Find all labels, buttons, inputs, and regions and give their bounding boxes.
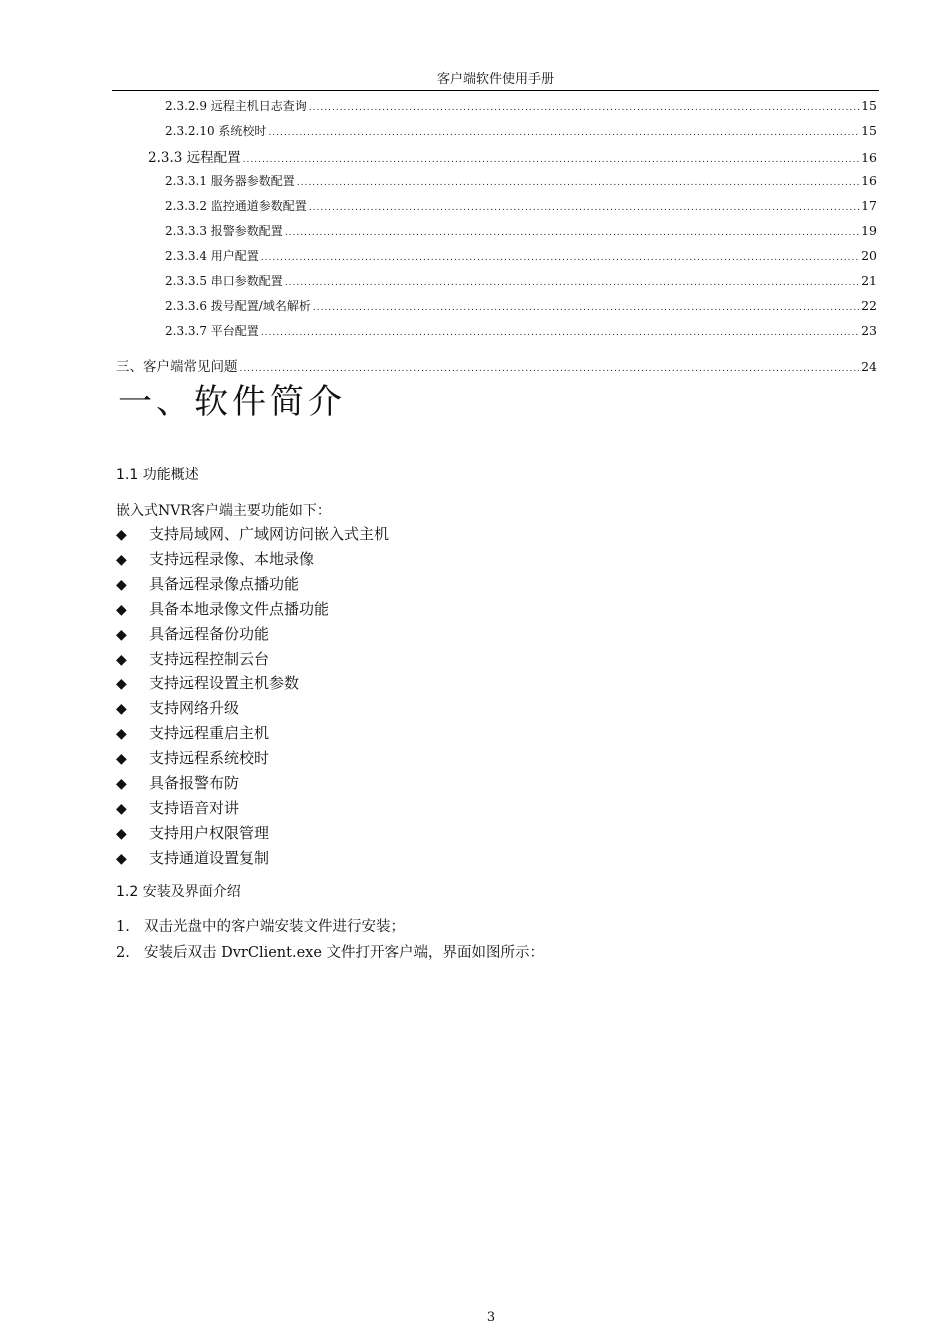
toc-entry-label: 2.3.3.1 服务器参数配置 [165,174,295,188]
toc-entry-label: 2.3.3.5 串口参数配置 [165,274,283,288]
toc-entry-page: 23 [861,323,877,338]
toc-leader-dots [309,203,859,213]
toc-entry[interactable] [112,297,877,314]
list-item [116,697,239,720]
step-number: 1. [116,919,130,935]
toc-entry-page: 15 [861,123,877,138]
toc-entry-label: 2.3.3.4 用户配置 [165,249,259,263]
toc-entry[interactable] [112,272,877,289]
toc-entry-page: 24 [861,359,877,374]
toc-leader-dots [285,228,859,238]
list-item [116,598,329,621]
list-item [116,573,299,596]
list-item [116,722,269,745]
step-number: 2. [116,945,130,961]
list-item-text: 支持远程系统校时 [149,749,270,768]
toc-entry[interactable] [112,247,877,264]
toc-entry[interactable] [112,97,877,114]
list-item [116,747,269,770]
list-item [116,548,314,571]
toc-entry-page: 20 [861,248,877,263]
chapter-title: 一、软件简介 [118,382,346,422]
list-item-text: 具备远程备份功能 [149,624,270,643]
diamond-bullet-icon: ◆ [116,626,127,643]
section-heading-1-1: 1.1 功能概述 [116,467,199,483]
toc-entry[interactable] [112,172,877,189]
toc-leader-dots [240,364,860,374]
list-item [116,623,269,646]
toc-entry[interactable] [112,322,877,339]
toc-entry-label: 2.3.2.10 系统校时 [165,124,267,138]
list-item-text: 支持远程录像、本地录像 [149,549,315,568]
list-item [116,847,269,870]
toc-leader-dots [261,253,859,263]
diamond-bullet-icon: ◆ [116,676,127,693]
numbered-step [116,916,405,938]
toc-leader-dots [297,178,859,188]
list-item [116,772,239,795]
toc-entry-label: 三、客户端常见问题 [116,359,238,375]
list-item-text: 支持用户权限管理 [149,823,270,842]
list-item-text: 具备本地录像文件点播功能 [149,599,330,618]
list-item-text: 具备远程录像点播功能 [149,574,300,593]
header-rule [112,90,879,91]
diamond-bullet-icon: ◆ [116,726,127,743]
diamond-bullet-icon: ◆ [116,751,127,768]
list-item-text: 具备报警布防 [149,774,240,792]
list-item [116,523,389,546]
toc-leader-dots [261,328,859,338]
toc-leader-dots [285,278,859,288]
list-item-text: 支持语音对讲 [149,798,240,817]
toc-entry-page: 15 [861,98,877,113]
toc-entry-label: 2.3.3.3 报警参数配置 [165,224,283,238]
toc-entry-page: 21 [861,273,877,288]
toc-entry-page: 16 [861,150,877,165]
intro-text: 嵌入式NVR客户端主要功能如下： [116,503,331,519]
toc-entry[interactable] [112,355,877,375]
list-item [116,822,269,845]
toc-entry-label: 2.3.3.2 监控通道参数配置 [165,199,307,213]
toc-entry-label: 2.3.3.6 拨号配置/域名解析 [165,299,311,313]
diamond-bullet-icon: ◆ [116,800,127,817]
diamond-bullet-icon: ◆ [116,825,127,842]
diamond-bullet-icon: ◆ [116,601,127,618]
toc-entry-label: 2.3.2.9 远程主机日志查询 [165,99,307,113]
toc-entry-label: 2.3.3.7 平台配置 [165,324,259,338]
numbered-step [116,942,544,964]
toc-entry-page: 17 [861,198,877,213]
running-header: 客户端软件使用手册 [436,72,554,87]
toc-leader-dots [243,155,859,165]
toc-leader-dots [309,103,859,113]
list-item [116,648,269,671]
list-item-text: 支持网络升级 [149,699,240,718]
diamond-bullet-icon: ◆ [116,651,127,668]
diamond-bullet-icon: ◆ [116,576,127,593]
list-item-text: 支持远程设置主机参数 [149,674,300,693]
diamond-bullet-icon: ◆ [116,551,127,568]
toc-entry-page: 16 [861,173,877,188]
list-item [116,797,239,820]
toc-leader-dots [268,128,859,138]
toc-entry[interactable] [112,222,877,239]
toc-entry-label: 2.3.3 远程配置 [148,150,241,166]
list-item-text: 支持局域网、广域网访问嵌入式主机 [149,525,390,543]
step-text: 安装后双击 DvrClient.exe 文件打开客户端，界面如图所示： [144,945,545,961]
section-heading-1-2: 1.2 安装及界面介绍 [116,884,241,900]
toc-entry-page: 19 [861,223,877,238]
diamond-bullet-icon: ◆ [116,850,127,867]
step-text: 双击光盘中的客户端安装文件进行安装； [144,919,405,935]
list-item-text: 支持远程重启主机 [149,724,270,743]
list-item-text: 支持通道设置复制 [149,848,270,867]
list-item-text: 支持远程控制云台 [149,649,270,668]
toc-leader-dots [313,303,859,313]
toc-entry[interactable] [112,122,877,139]
diamond-bullet-icon: ◆ [116,776,127,792]
page-number: 3 [486,1310,496,1325]
list-item [116,672,299,695]
toc-entry[interactable] [112,197,877,214]
toc-entry-page: 22 [861,298,877,313]
diamond-bullet-icon: ◆ [116,527,127,543]
toc-entry[interactable] [112,146,877,166]
diamond-bullet-icon: ◆ [116,701,127,718]
